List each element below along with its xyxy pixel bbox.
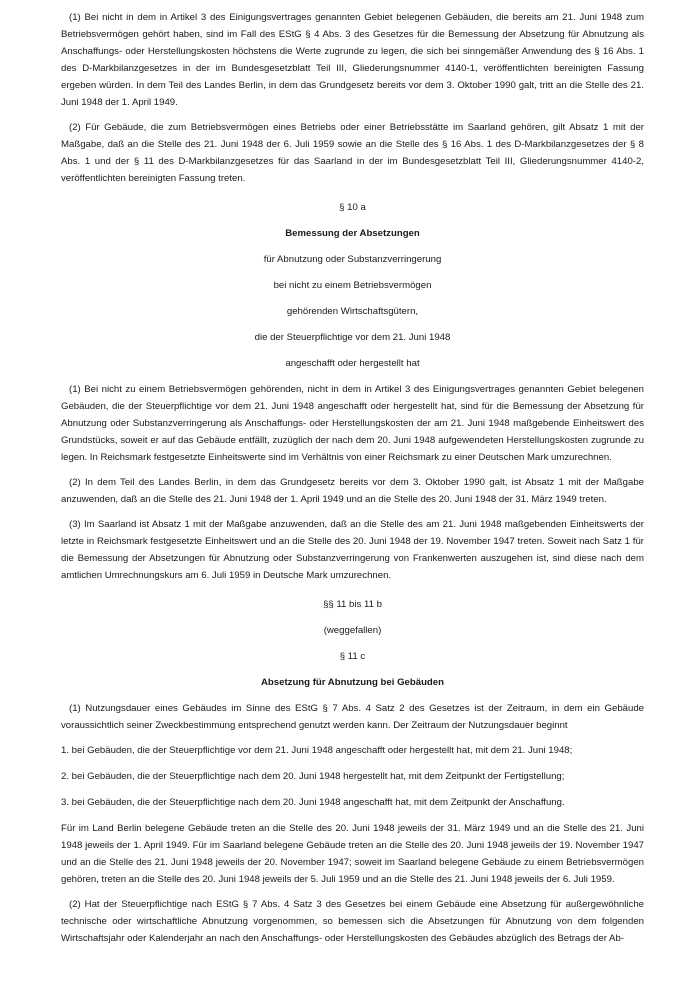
section-heading-11: §§ 11 bis 11 b [323, 599, 382, 610]
section-subtitle-line-1: für Abnutzung oder Substanzverringerung [263, 254, 442, 265]
section-heading-10a: § 10 a [339, 202, 366, 213]
paragraph-4: (2) In dem Teil des Landes Berlin, in dem das Grundgesetz bereits vor dem 3. Oktober 1990 galt, ist Absatz 1 mit der Maßgabe anzuwenden, daß an die Stelle des 21. Juni 1948 der 1. April 1949 und an die Stelle des 20. Juni 1948 der 31. März 1949 treten. [61, 477, 644, 505]
paragraph-1: (1) Bei nicht in dem in Artikel 3 des Einigungsvertrages genannten Gebiet belegenen Gebäuden, die bereits am 21. Juni 1948 zum Betriebsvermögen gehört haben, sind im Fall des EStG § 4 Abs. 3 des Gesetzes für die Bemessung der Absetzung für Abnutzung als Anschaffungs- oder Herstellungskosten höchstens die Werte zugrunde zu legen, die sich bei sinngemäßer Anwendung des § 16 Abs. 1 des D-Markbilanzgesetzes in der im Bundesgesetzblatt Teil III, Gliederungsnummer 4140-1, veröffentlichten bereinigten Fassung ergeben würden. In dem Teil des Landes Berlin, in dem das Grundgesetz bereits vor dem 3. Oktober 1990 galt, tritt an die Stelle des 21. Juni 1948 der 1. April 1949. [61, 12, 644, 108]
paragraph-5: (3) Im Saarland ist Absatz 1 mit der Maßgabe anzuwenden, daß an die Stelle des am 21. Juni 1948 maßgebenden Einheitswerts der letzte in Reichsmark festgesetzte Einheitswert und an die Stelle des 20. Juni 1948 der 19. November 1947 treten. Soweit nach Satz 1 für die Bemessung der Absetzungen für Abnutzung oder Substanzverringerung von Frankenwerten auszugehen ist, sind diese nach dem amtlichen Umrechnungskurs am 6. Juli 1959 in Deutsche Mark umzurechnen. [61, 519, 644, 581]
section-title-10a: Bemessung der Absetzungen [285, 228, 420, 239]
paragraph-2: (2) Für Gebäude, die zum Betriebsvermögen eines Betriebs oder einer Betriebsstätte im Saarland gehören, gilt Absatz 1 mit der Maßgabe, daß an die Stelle des 21. Juni 1948 der 6. Juli 1959 sowie an die Stelle des § 16 Abs. 1 des D-Markbilanzgesetzes der § 8 Abs. 1 und der § 11 des D-Markbilanzgesetzes für das Saarland in der im Bundesgesetzblatt Teil III, Gliederungsnummer 4140-2, veröffentlichten bereinigten Fassung treten. [61, 122, 644, 184]
section-subtitle-line-5: angeschafft oder hergestellt hat [285, 358, 420, 369]
section-title-11c: Absetzung für Abnutzung bei Gebäuden [261, 677, 444, 688]
list-item-3: 3. bei Gebäuden, die der Steuerpflichtige nach dem 20. Juni 1948 angeschafft hat, mit dem Zeitpunkt der Anschaffung. [61, 797, 565, 808]
section-note-weggefallen: (weggefallen) [323, 625, 382, 636]
paragraph-8: (2) Hat der Steuerpflichtige nach EStG § 7 Abs. 4 Satz 3 des Gesetzes bei einem Gebäude eine Absetzung für außergewöhnliche technische oder wirtschaftliche Abnutzung vorgenommen, so bemessen sich die Absetzungen für Abnutzung von dem folgenden Wirtschaftsjahr oder Kalenderjahr an nach den Anschaffungs- oder Herstellungskosten des Gebäudes abzüglich des Betrags der Ab- [61, 899, 644, 944]
section-subtitle-line-3: gehörenden Wirtschaftsgütern, [286, 306, 419, 317]
section-heading-11c: § 11 c [339, 651, 366, 662]
paragraph-7: Für im Land Berlin belegene Gebäude treten an die Stelle des 20. Juni 1948 jeweils der 31. März 1949 und an die Stelle des 21. Juni 1948 jeweils der 1. April 1949. Für im Saarland belegene Gebäude treten an die Stelle des 20. Juni 1948 jeweils der 19. November 1947 und an die Stelle des 21. Juni 1948 jeweils der 20. November 1947; soweit im Saarland belegene Gebäude zu einem Betriebsvermögen gehören, treten an die Stelle des 20. Juni 1948 jeweils der 5. Juli 1959 und an die Stelle des 21. Juni 1948 jeweils der 6. Juli 1959. [61, 823, 644, 885]
list-item-1: 1. bei Gebäuden, die der Steuerpflichtige vor dem 21. Juni 1948 angeschafft oder hergestellt hat, mit dem 21. Juni 1948; [61, 745, 573, 756]
section-subtitle-line-4: die der Steuerpflichtige vor dem 21. Juni 1948 [254, 332, 451, 343]
paragraph-6: (1) Nutzungsdauer eines Gebäudes im Sinne des EStG § 7 Abs. 4 Satz 2 des Gesetzes ist der Zeitraum, in dem ein Gebäude voraussichtlich seiner Zweckbestimmung entsprechend genutzt werden kann. Der Zeitraum der Nutzungsdauer beginnt [61, 703, 644, 731]
list-item-2: 2. bei Gebäuden, die der Steuerpflichtige nach dem 20. Juni 1948 hergestellt hat, mit dem Zeitpunkt der Fertigstellung; [61, 771, 565, 782]
section-subtitle-line-2: bei nicht zu einem Betriebsvermögen [273, 280, 432, 291]
paragraph-3: (1) Bei nicht zu einem Betriebsvermögen gehörenden, nicht in dem in Artikel 3 des Einigungsvertrages genannten Gebiet belegenen Gebäuden, die der Steuerpflichtige vor dem 21. Juni 1948 angeschafft oder hergestellt hat, sind für die Bemessung der Absetzung für Abnutzung oder Substanzverringerung als Anschaffungs- oder Herstellungskosten der am 21. Juni 1948 maßgebende Einheitswert des Grundstücks, soweit er auf das Gebäude entfällt, zuzüglich der nach dem 20. Juni 1948 aufgewendeten Herstellungskosten zugrunde zu legen. In Reichsmark festgesetzte Einheitswerte sind im Verhältnis von einer Reichsmark zu einer Deutschen Mark umzurechnen. [61, 384, 644, 463]
